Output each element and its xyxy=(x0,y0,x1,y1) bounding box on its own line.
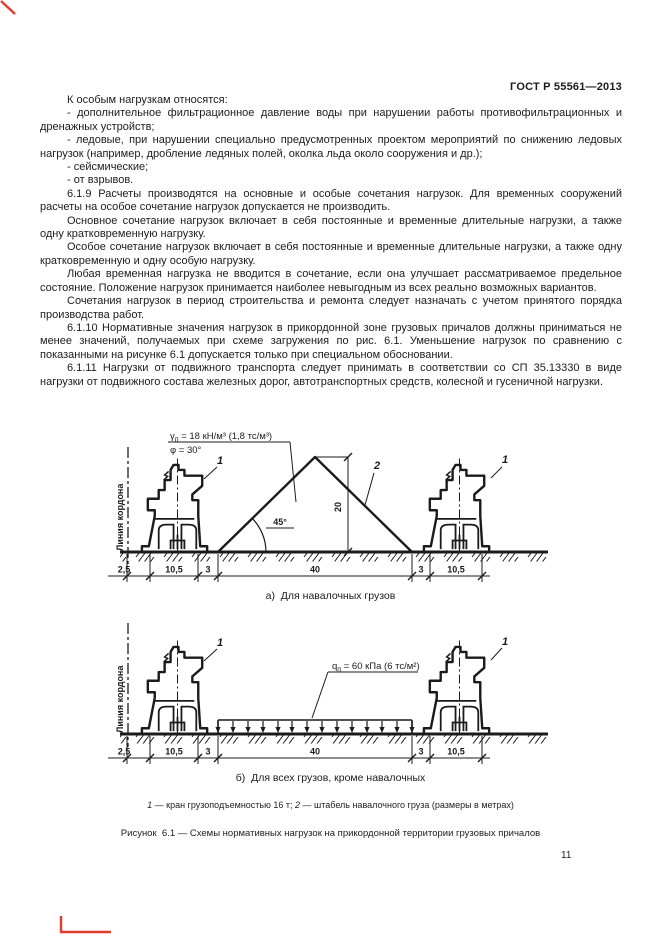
friction-angle-label: φ = 30° xyxy=(170,445,202,456)
caption-diagram-b: б) Для всех грузов, кроме навалочных xyxy=(235,772,426,784)
ground-line xyxy=(120,552,548,562)
standard-designation: ГОСТ Р 55561—2013 xyxy=(510,81,622,93)
dim-value: 2,5 xyxy=(117,564,131,575)
cordon-line-label: Линия кордона xyxy=(115,665,125,733)
dim-value: 3 xyxy=(418,746,424,757)
dim-value: 40 xyxy=(309,564,321,575)
slope-angle-label: 45° xyxy=(273,517,287,527)
diagram-general-cargo xyxy=(50,617,615,769)
dim-value: 10,5 xyxy=(447,746,465,757)
crane-callout: 1 xyxy=(502,454,509,466)
paragraph: Основное сочетание нагрузок включает в себя постоянные и временные длительные нагрузки, а также одну кратковременную нагрузку. xyxy=(40,214,622,241)
portal-crane-icon xyxy=(142,640,207,734)
paragraph: К особым нагрузкам относятся: xyxy=(67,94,228,106)
paragraph: Любая временная нагрузка не вводится в сочетание, если она улучшает рассматриваемое предельное состояние. Положение нагрузок принимается наиболее невыгодным из всех реально возможных вариантов. xyxy=(40,268,622,294)
load-value-label: $q_п = 60$ кПа (6 тс/м²) xyxy=(332,661,420,674)
legend-item-1-text: — кран грузоподъемностью 16 т; xyxy=(152,800,295,810)
dim-value: 40 xyxy=(309,746,321,757)
crane-callout: 1 xyxy=(217,455,224,467)
paragraph: - от взрывов. xyxy=(67,174,134,187)
pile-callout: 2 xyxy=(374,460,381,472)
cordon-line xyxy=(115,623,128,747)
corner-mark-bottom-left xyxy=(58,913,116,936)
legend-item-2-text: — штабель навалочного груза (размеры в метрах) xyxy=(300,800,514,810)
portal-crane-icon xyxy=(424,640,489,734)
figure-caption: Рисунок 6.1 — Схемы нормативных нагрузок на прикордонной территории грузовых причалов xyxy=(120,828,541,839)
paragraph: - дополнительное фильтрационное давление воды при нарушении работы противофильтрационных и дренажных устройств; xyxy=(40,107,622,133)
figure-legend xyxy=(0,800,661,810)
portal-crane-icon xyxy=(424,458,489,552)
dim-value: 10,5 xyxy=(165,746,183,757)
dim-value: 3 xyxy=(205,746,211,757)
diagram-bulk-cargo xyxy=(50,421,615,593)
body-text xyxy=(40,94,622,389)
paragraph: 6.1.9 Расчеты производятся на основные и особые сочетания нагрузок. Для временных сооружений расчеты на особое сочетание нагрузок допускается не производить. xyxy=(40,187,622,214)
dim-value: 2,5 xyxy=(117,746,131,757)
paragraph: - сейсмические; xyxy=(67,161,149,174)
paragraph: Сочетания нагрузок в период строительства и ремонта следует назначать с учетом принятого порядка производства работ. xyxy=(40,295,622,321)
unit-weight-label: $\gamma_п = 18$ кН/м³ (1,8 тс/м³) xyxy=(170,431,273,444)
paragraph: - ледовые, при нарушении специально предусмотренных проектом мероприятий по снижению ледовых нагрузок (например, дробление ледяных полей, околка льда около сооружения и др.); xyxy=(40,134,622,160)
distributed-load-block xyxy=(215,720,414,733)
pile-height-label: 20 xyxy=(333,501,343,513)
ground-line xyxy=(120,734,548,744)
page-number: 11 xyxy=(561,850,572,861)
load-annotation xyxy=(312,661,420,718)
paragraph: Особое сочетание нагрузок включает в себя постоянные и временные длительные нагрузки, а также одну кратковременную и одну особую нагрузку. xyxy=(40,241,622,267)
dim-value: 10,5 xyxy=(447,564,465,575)
bulk-pile-triangle xyxy=(218,453,412,556)
cordon-line-label: Линия кордона xyxy=(115,483,125,551)
corner-mark-top-left xyxy=(0,0,20,18)
legend-item-2-number: 2 xyxy=(295,800,301,810)
caption-diagram-a: а) Для навалочных грузов xyxy=(265,590,396,602)
dim-value: 3 xyxy=(418,564,424,575)
crane-callout: 1 xyxy=(217,637,224,649)
portal-crane-icon xyxy=(142,458,207,552)
legend-item-1-number: 1 xyxy=(147,800,153,810)
cordon-line xyxy=(115,447,128,565)
dim-value: 10,5 xyxy=(165,564,183,575)
crane-callout: 1 xyxy=(502,636,509,648)
paragraph: 6.1.10 Нормативные значения нагрузок в прикордонной зоне грузовых причалов должны приниматься не менее значений, получаемых при схеме загружения по рис. 6.1. Уменьшение нагрузок по сравнению с показанными на рисунке 6.1 допускается только при специальном обосновании. xyxy=(40,321,622,361)
paragraph: 6.1.11 Нагрузки от подвижного транспорта следует принимать в соответствии со СП 35.13330 в виде нагрузки от подвижного состава железных дорог, автотранспортных средств, колесной и гусеничной нагрузки. xyxy=(40,362,622,388)
dim-value: 3 xyxy=(205,564,211,575)
